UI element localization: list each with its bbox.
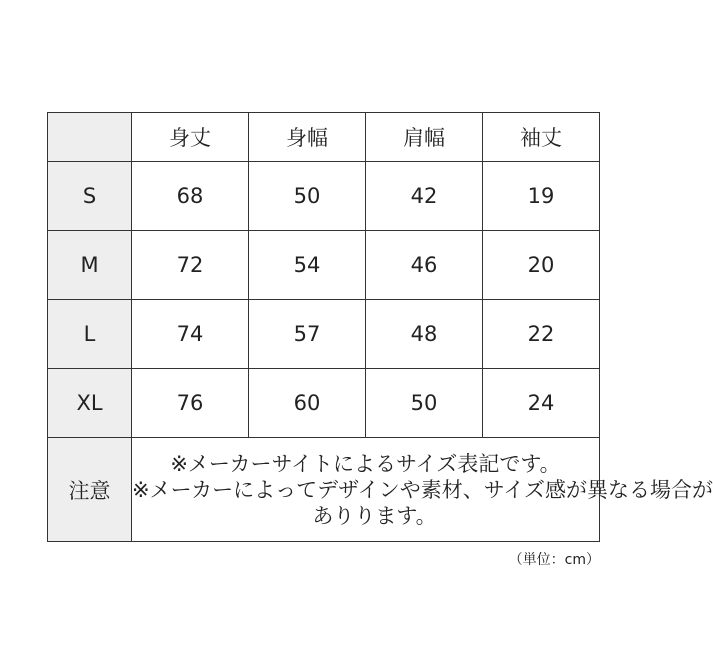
header-row bbox=[48, 113, 600, 162]
table-cell: 46 bbox=[366, 231, 483, 300]
table-cell: 57 bbox=[249, 300, 366, 369]
table-cell: 20 bbox=[483, 231, 600, 300]
table-cell: 48 bbox=[366, 300, 483, 369]
table-row bbox=[48, 231, 600, 300]
unit-label: （単位：cm） bbox=[508, 552, 600, 568]
table-cell: 74 bbox=[132, 300, 249, 369]
notes-label: 注意 bbox=[48, 438, 132, 542]
notes-row bbox=[48, 438, 600, 542]
table-cell: 68 bbox=[132, 162, 249, 231]
size-table bbox=[47, 112, 713, 542]
column-header-length: 身丈 bbox=[132, 113, 249, 162]
column-header-sleeve: 袖丈 bbox=[483, 113, 600, 162]
table-row bbox=[48, 162, 600, 231]
note-line: ※メーカーによってデザインや素材、サイズ感が異なる場合が bbox=[132, 477, 713, 502]
column-header-width: 身幅 bbox=[249, 113, 366, 162]
table-cell: 50 bbox=[249, 162, 366, 231]
note-line: ありります。 bbox=[312, 503, 437, 528]
table-cell: 19 bbox=[483, 162, 600, 231]
size-label: L bbox=[48, 300, 132, 369]
note-line: ※メーカーサイトによるサイズ表記です。 bbox=[170, 451, 561, 476]
column-header-shoulder: 肩幅 bbox=[366, 113, 483, 162]
table-cell: 22 bbox=[483, 300, 600, 369]
table-cell: 76 bbox=[132, 369, 249, 438]
size-label: S bbox=[48, 162, 132, 231]
table-cell: 50 bbox=[366, 369, 483, 438]
table-row bbox=[48, 369, 600, 438]
corner-cell bbox=[48, 113, 132, 162]
table-cell: 54 bbox=[249, 231, 366, 300]
size-label: XL bbox=[48, 369, 132, 438]
size-label: M bbox=[48, 231, 132, 300]
table-cell: 72 bbox=[132, 231, 249, 300]
table-cell: 24 bbox=[483, 369, 600, 438]
notes-cell bbox=[132, 438, 713, 542]
table-cell: 60 bbox=[249, 369, 366, 438]
table-row bbox=[48, 300, 600, 369]
table-cell: 42 bbox=[366, 162, 483, 231]
